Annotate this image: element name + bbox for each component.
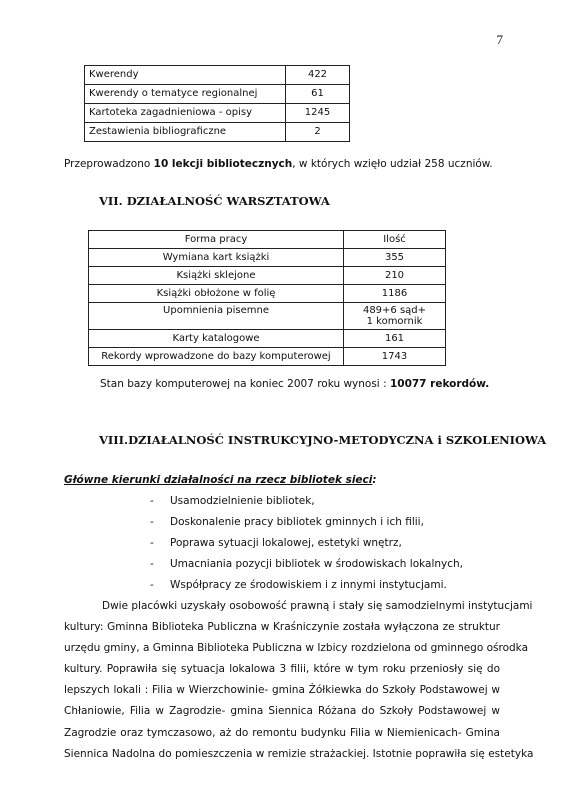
bullet-marker: -: [150, 495, 154, 507]
table-row: [85, 123, 350, 142]
list-item-text: Współpracy ze środowiskiem i z innymi instytucjami.: [170, 579, 447, 591]
row-value: 1186: [344, 285, 446, 303]
paragraph-line: Dwie placówki uzyskały osobowość prawną i stały się samodzielnymi instytucjami: [102, 600, 533, 612]
list-item: [150, 554, 463, 575]
column-header: Forma pracy: [89, 231, 344, 249]
table-row: [89, 267, 446, 285]
bullet-marker: -: [150, 537, 154, 549]
row-value: 2: [286, 123, 350, 142]
row-value-line: 489+6 sąd+: [362, 305, 427, 316]
row-label: Kwerendy o tematyce regionalnej: [85, 85, 286, 104]
row-label: Karty katalogowe: [89, 330, 344, 348]
list-item-text: Doskonalenie pracy bibliotek gminnych i ich filii,: [170, 516, 424, 528]
table-row: [85, 85, 350, 104]
body-paragraph: [64, 596, 534, 765]
database-record-count: 10077 rekordów.: [389, 378, 490, 390]
row-value: 422: [286, 66, 350, 85]
row-value: [344, 303, 446, 330]
lessons-suffix: , w których wzięło udział 258 uczniów.: [292, 158, 493, 170]
row-label: Kwerendy: [85, 66, 286, 85]
table-row: [89, 249, 446, 267]
directions-subheading-text: Główne kierunki działalności na rzecz bibliotek sieci: [64, 474, 373, 486]
list-item-text: Umacniania pozycji bibliotek w środowiskach lokalnych,: [170, 558, 464, 570]
lessons-paragraph: [64, 158, 493, 170]
table-row: [85, 66, 350, 85]
bullet-marker: -: [150, 558, 154, 570]
row-label: Upomnienia pisemne: [89, 303, 344, 330]
list-item-text: Usamodzielnienie bibliotek,: [170, 495, 315, 507]
paragraph-line: urzędu gminy, a Gminna Biblioteka Publiczna w Izbicy rozdzielona od gminnego ośrodka: [64, 642, 529, 655]
paragraph-line: Siennica Nadolna do pomieszczenia w remizie strażackiej. Istotnie poprawiła się estetyka: [64, 747, 534, 760]
bullet-marker: -: [150, 579, 154, 591]
paragraph-line: kultury: Gminna Biblioteka Publiczna w Kraśniczynie została wyłączona ze struktur: [64, 621, 500, 634]
paragraph-line: Chłaniowie, Filia w Zagrodzie- gmina Siennica Różana do Szkoły Podstawowej w: [64, 705, 500, 718]
list-item: [150, 491, 463, 512]
table-row: [89, 330, 446, 348]
list-item: [150, 533, 463, 554]
table-row: [89, 303, 446, 330]
paragraph-line: Zagrodzie oraz tymczasowo, aż do remontu budynku Filia w Niemienicach- Gmina: [64, 726, 500, 739]
lessons-count: 10 lekcji bibliotecznych: [153, 158, 293, 170]
list-item-text: Poprawa sytuacji lokalowej, estetyki wnętrz,: [170, 537, 402, 549]
row-value: 1245: [286, 104, 350, 123]
page-number: 7: [496, 32, 503, 47]
lessons-prefix: Przeprowadzono: [64, 158, 154, 170]
inquiries-table: [84, 65, 350, 142]
row-value: 61: [286, 85, 350, 104]
directions-list: [150, 491, 463, 596]
row-value: 161: [344, 330, 446, 348]
column-header: Ilość: [344, 231, 446, 249]
row-label: Książki sklejone: [89, 267, 344, 285]
row-value: 1743: [344, 348, 446, 366]
table-header-row: [89, 231, 446, 249]
paragraph-line: lepszych lokali : Filia w Wierzchowinie- gmina Żółkiewka do Szkoły Podstawowej w: [64, 684, 500, 697]
paragraph-line: kultury. Poprawiła się sytuacja lokalowa 3 filii, które w tym roku przeniosły się do: [64, 663, 500, 676]
directions-subheading-colon: :: [372, 474, 377, 486]
workshop-table: [88, 230, 446, 366]
row-label: Książki obłożone w folię: [89, 285, 344, 303]
section-viii-heading: VIII.DZIAŁALNOŚĆ INSTRUKCYJNO-METODYCZNA i SZKOLENIOWA: [99, 433, 547, 447]
row-label: Rekordy wprowadzone do bazy komputerowej: [89, 348, 344, 366]
section-vii-heading: VII. DZIAŁALNOŚĆ WARSZTATOWA: [99, 194, 330, 208]
row-label: Zestawienia bibliograficzne: [85, 123, 286, 142]
row-value: 210: [344, 267, 446, 285]
row-value-line: 1 komornik: [366, 316, 423, 327]
bullet-marker: -: [150, 516, 154, 528]
directions-subheading: [64, 474, 377, 486]
row-label: Kartoteka zagadnieniowa - opisy: [85, 104, 286, 123]
table-row: [85, 104, 350, 123]
list-item: [150, 512, 463, 533]
database-note-prefix: Stan bazy komputerowej na koniec 2007 roku wynosi :: [100, 378, 390, 390]
row-value: 355: [344, 249, 446, 267]
database-note: [100, 378, 489, 390]
list-item: [150, 575, 463, 596]
table-row: [89, 285, 446, 303]
row-label: Wymiana kart książki: [89, 249, 344, 267]
table-row: [89, 348, 446, 366]
